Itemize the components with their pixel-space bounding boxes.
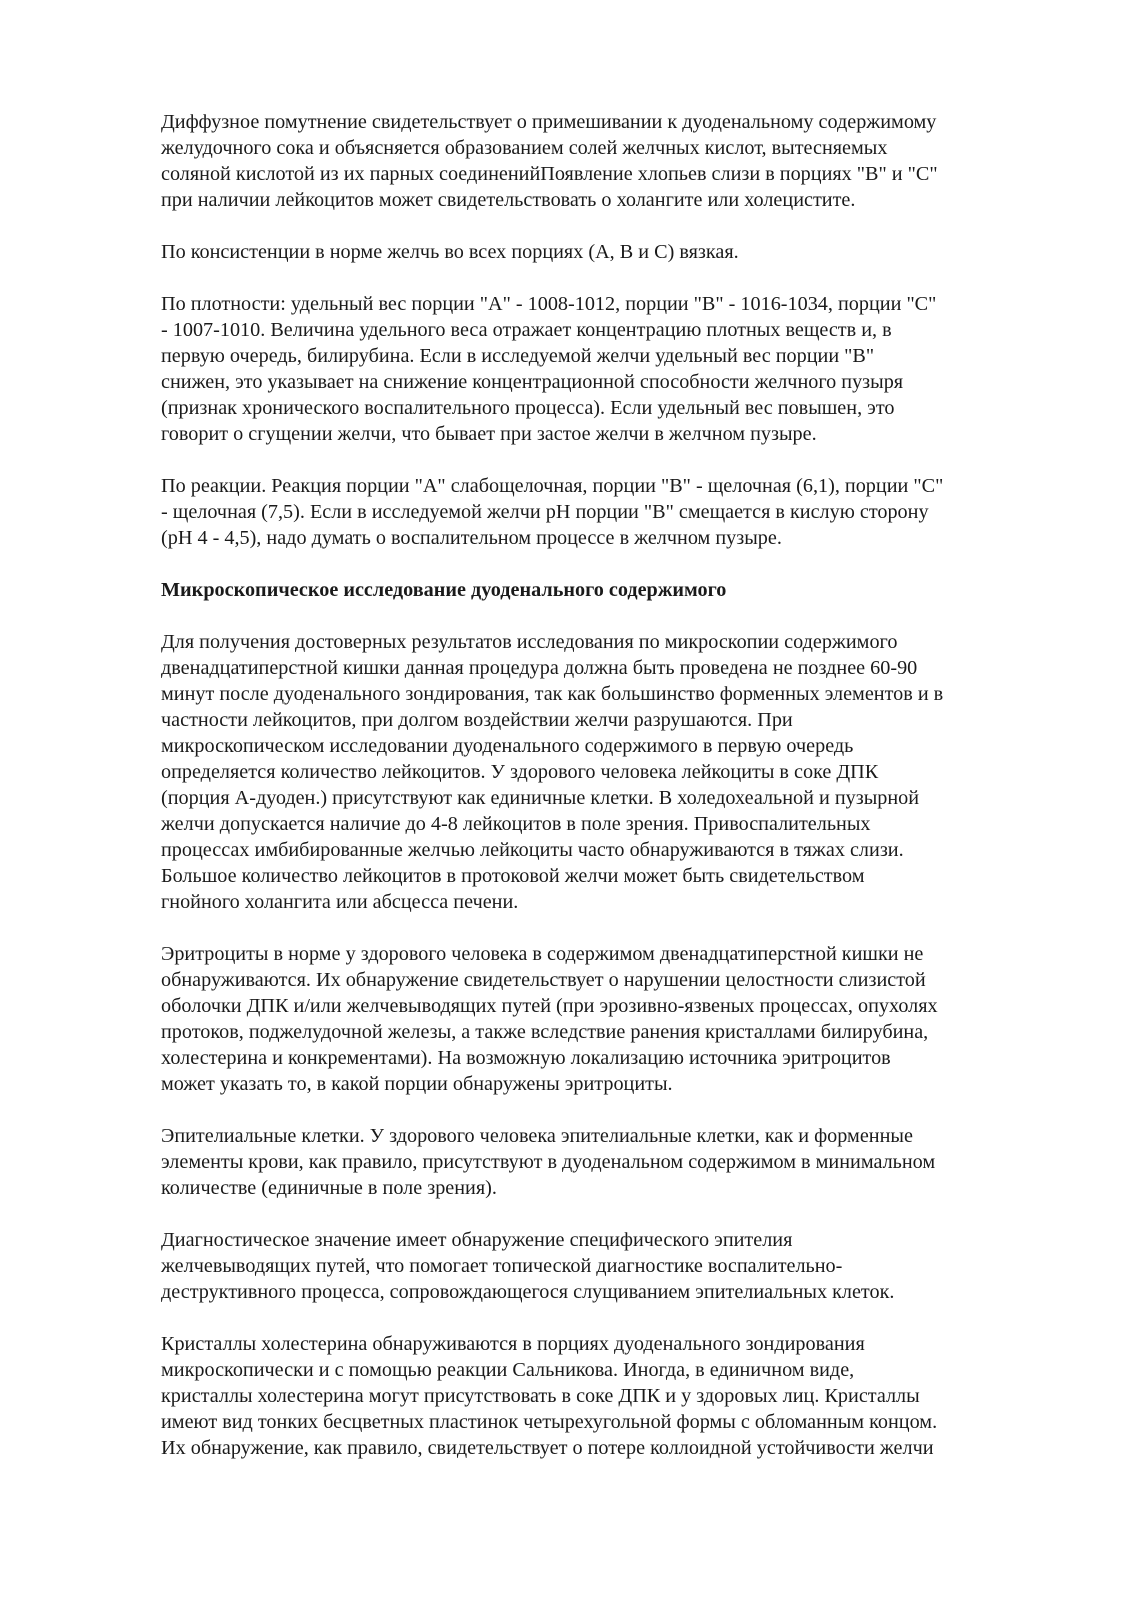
paragraph-density: По плотности: удельный вес порции "А" - 1008-1012, порции "В" - 1016-1034, порции "С" - 1007-1010. Величина удельного веса отражает концентрацию плотных веществ и, в первую очередь, билирубина. Если в исследуемой желчи удельный вес порции "В" снижен, это указывает на снижение концентрационной способности желчного пузыря (признак хронического воспалительного процесса). Если удельный вес повышен, это говорит о сгущении желчи, что бывает при застое желчи в желчном пузыре.: [161, 293, 937, 445]
paragraph-reaction: По реакции. Реакция порции "А" слабощелочная, порции "В" - щелочная (6,1), порции "С" - щелочная (7,5). Если в исследуемой желчи рН порции "В" смещается в кислую сторону (рН 4 - 4,5), надо думать о воспалительном процессе в желчном пузыре.: [161, 475, 944, 549]
paragraph-gap: [161, 1097, 1041, 1123]
paragraph-gap: [161, 603, 1041, 629]
paragraph-gap: [161, 915, 1041, 941]
paragraph-gap: [161, 1305, 1041, 1331]
paragraph-cholesterol-crystals: Кристаллы холестерина обнаруживаются в порциях дуоденального зондирования микроскопически и с помощью реакции Сальникова. Иногда, в единичном виде, кристаллы холестерина могут присутствовать в соке ДПК и у здоровых лиц. Кристаллы имеют вид тонких бесцветных пластинок четырехугольной формы с обломанным концом. Их обнаружение, как правило, свидетельствует о потере коллоидной устойчивости желчи: [161, 1333, 938, 1459]
paragraph-consistency: По консистенции в норме желчь во всех порциях (А, В и С) вязкая.: [161, 241, 739, 263]
paragraph-erythrocytes: Эритроциты в норме у здорового человека в содержимом двенадцатиперстной кишки не обнаруживаются. Их обнаружение свидетельствует о нарушении целостности слизистой оболочки ДПК и/или желчевыводящих путей (при эрозивно-язвеных процессах, опухолях протоков, поджелудочной железы, а также вследствие ранения кристаллами билирубина, холестерина и конкрементами). На возможную локализацию источника эритроцитов может указать то, в какой порции обнаружены эритроциты.: [161, 943, 938, 1095]
paragraph-gap: [161, 447, 1041, 473]
paragraph-gap: [161, 213, 1041, 239]
paragraph-diagnostic-value: Диагностическое значение имеет обнаружение специфического эпителия желчевыводящих путей, что помогает топической диагностике воспалительно- деструктивного процесса, сопровождающегося слущиванием эпителиальных клеток.: [161, 1229, 895, 1303]
paragraph-gap: [161, 551, 1041, 577]
paragraph-diffuse-turbidity: Диффузное помутнение свидетельствует о примешивании к дуоденальному содержимому желудочного сока и объясняется образованием солей желчных кислот, вытесняемых соляной кислотой из их парных соединенийПоявление хлопьев слизи в порциях "В" и "С" при наличии лейкоцитов может свидетельствовать о холангите или холецистите.: [161, 111, 938, 211]
paragraph-gap: [161, 1201, 1041, 1227]
document-body: [161, 109, 1041, 1461]
paragraph-epithelial-cells: Эпителиальные клетки. У здорового человека эпителиальные клетки, как и форменные элементы крови, как правило, присутствуют в дуоденальном содержимом в минимальном количестве (единичные в поле зрения).: [161, 1125, 936, 1199]
paragraph-gap: [161, 265, 1041, 291]
paragraph-leukocytes: Для получения достоверных результатов исследования по микроскопии содержимого двенадцатиперстной кишки данная процедура должна быть проведена не позднее 60-90 минут после дуоденального зондирования, так как большинство форменных элементов и в частности лейкоцитов, при долгом воздействии желчи разрушаются. При микроскопическом исследовании дуоденального содержимого в первую очередь определяется количество лейкоцитов. У здорового человека лейкоциты в соке ДПК (порция А-дуоден.) присутствуют как единичные клетки. В холедохеальной и пузырной желчи допускается наличие до 4-8 лейкоцитов в поле зрения. Привоспалительных процессах имбибированные желчью лейкоциты часто обнаруживаются в тяжах слизи. Большое количество лейкоцитов в протоковой желчи может быть свидетельством гнойного холангита или абсцесса печени.: [161, 631, 944, 913]
section-heading-microscopy: Микроскопическое исследование дуоденального содержимого: [161, 579, 727, 601]
